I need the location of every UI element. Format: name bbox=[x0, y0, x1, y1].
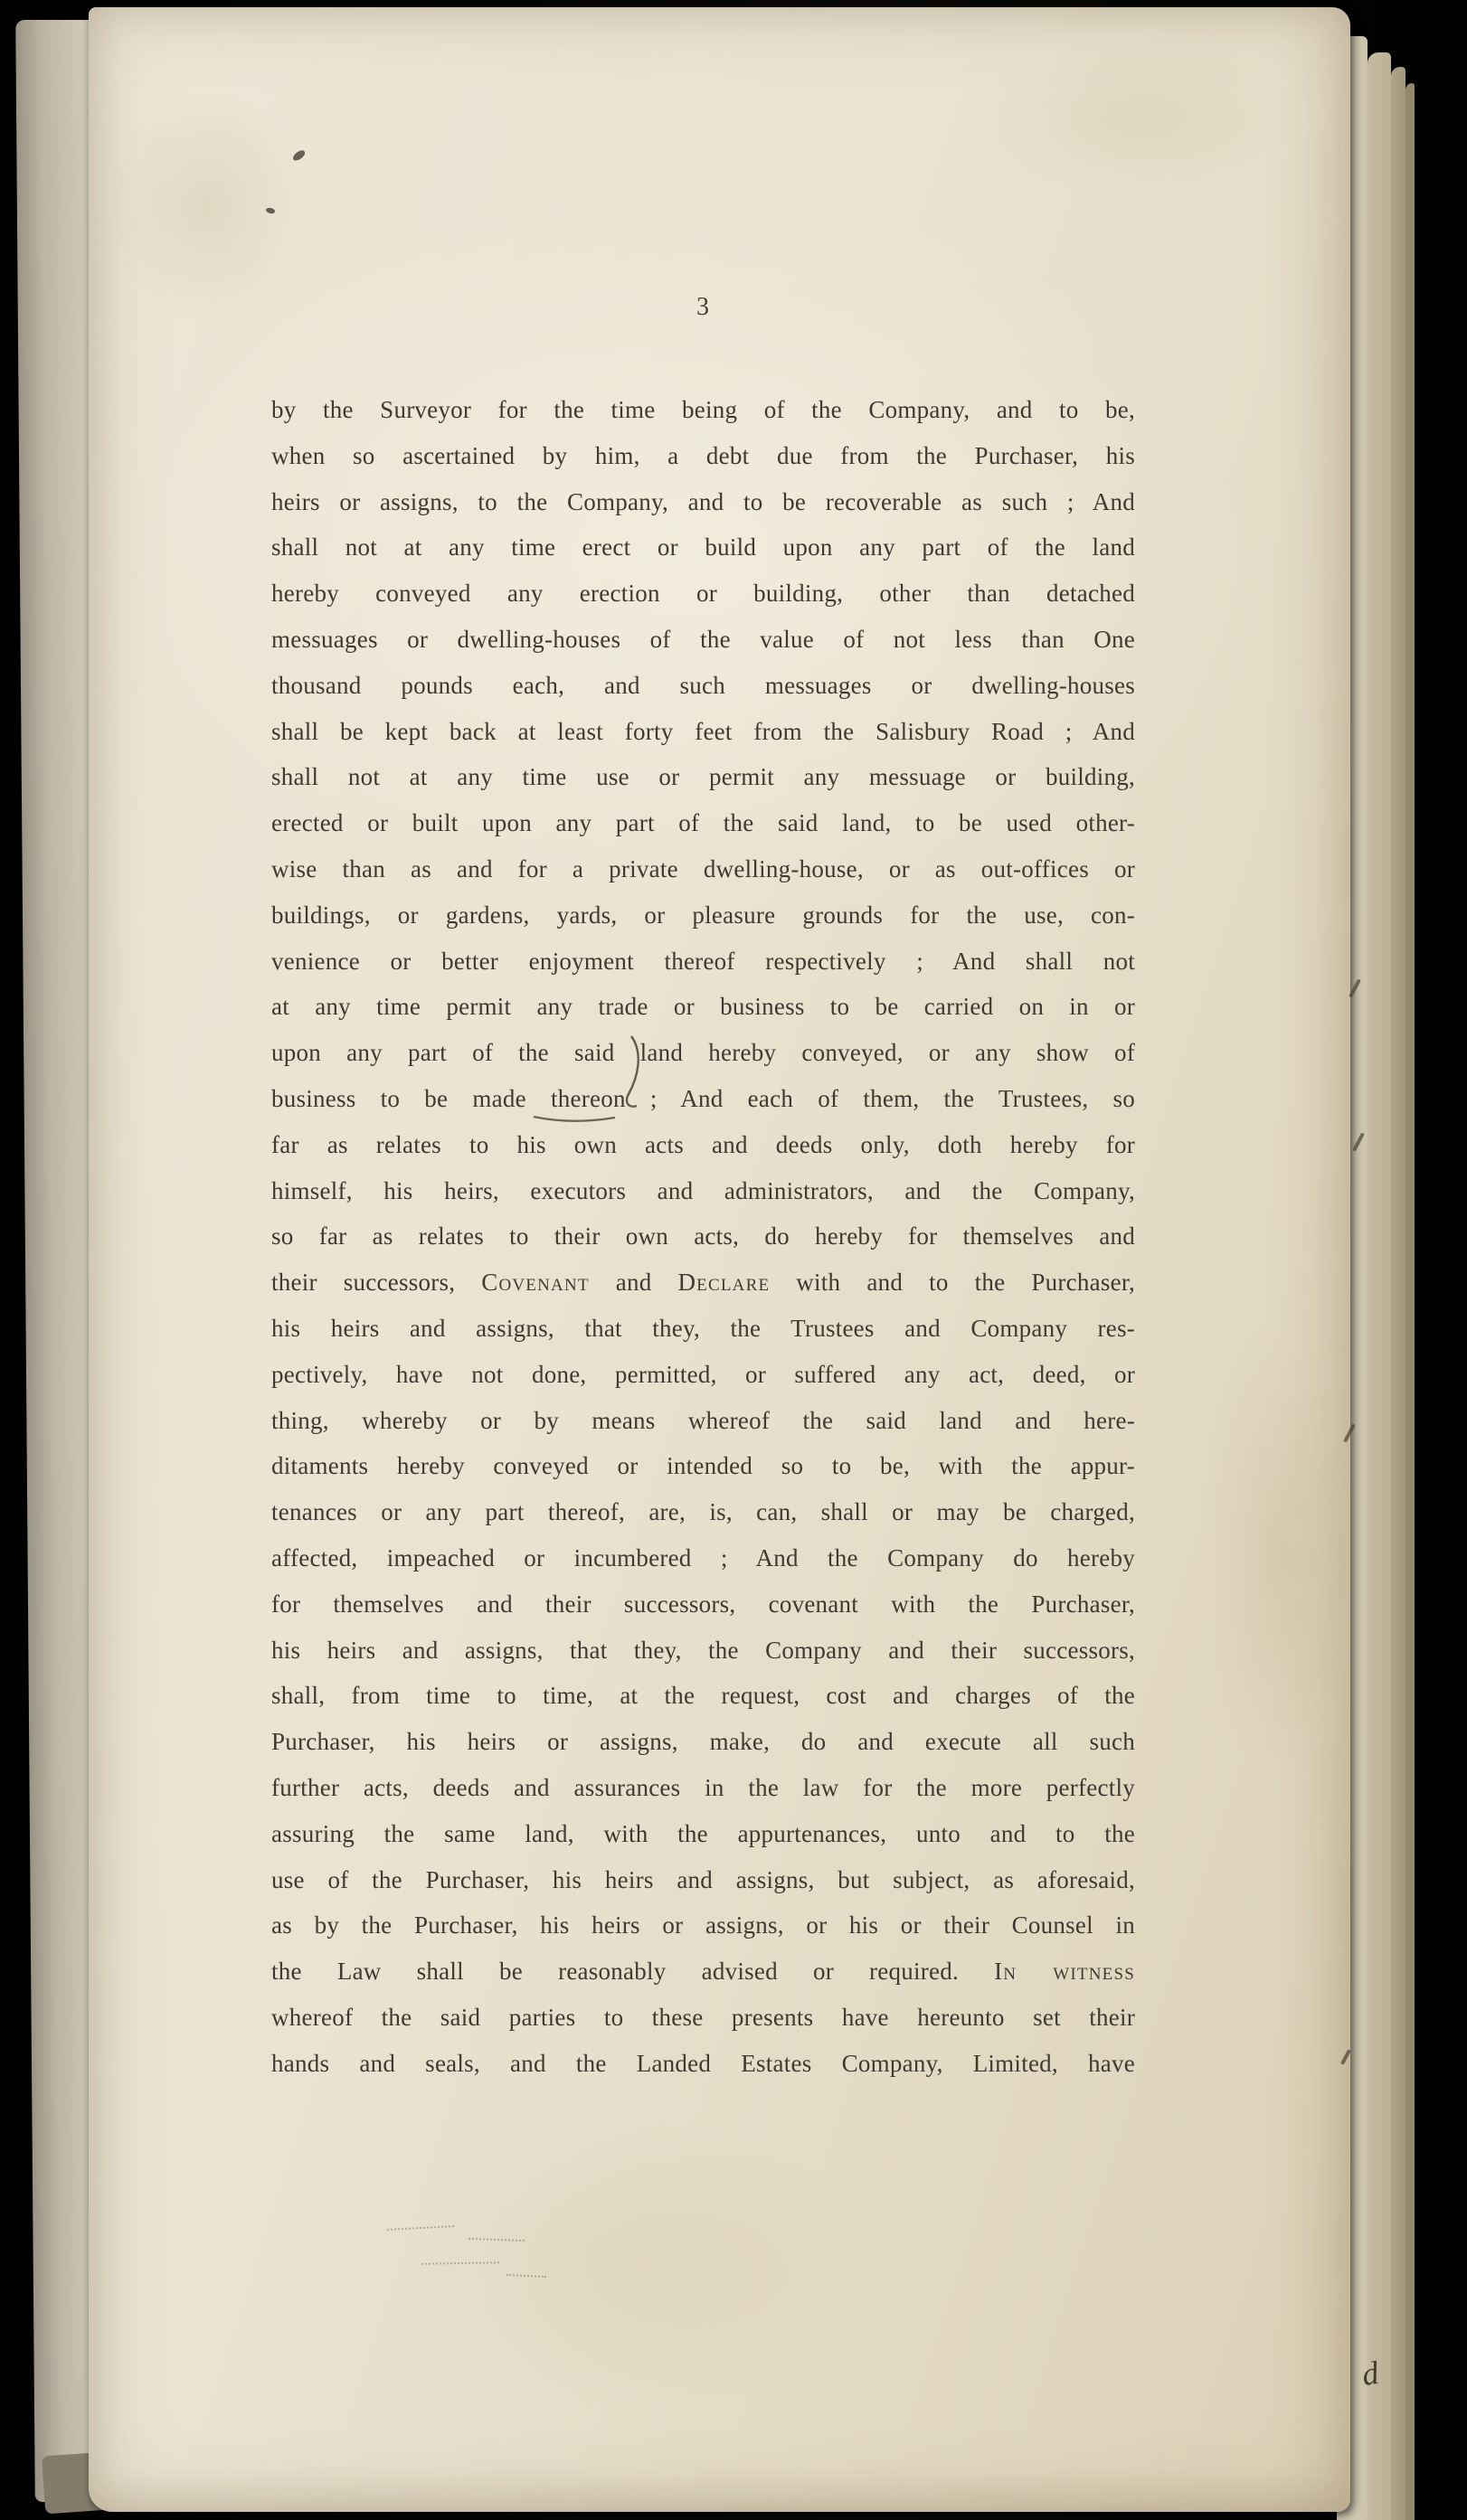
text-line bbox=[271, 1489, 1135, 1535]
text-line bbox=[271, 1260, 1135, 1306]
text-line bbox=[271, 1030, 1135, 1076]
faint-pencil-mark bbox=[506, 2274, 546, 2278]
book-fore-edge-strip bbox=[1368, 52, 1391, 2520]
text-segment: their successors, bbox=[271, 1269, 482, 1297]
text-segment: as by the Purchaser, his heirs or assigns, or his or their Counsel in bbox=[271, 1911, 1135, 1940]
faint-pencil-mark bbox=[468, 2238, 525, 2242]
text-segment: his heirs and assigns, that they, the Trustees and Company res- bbox=[271, 1314, 1135, 1342]
text-line bbox=[271, 1673, 1135, 1719]
text-line bbox=[271, 387, 1135, 433]
text-line bbox=[271, 1995, 1135, 2041]
text-line bbox=[271, 1398, 1135, 1444]
text-line bbox=[271, 663, 1135, 709]
small-caps-text-segment: Declare bbox=[677, 1269, 771, 1297]
book-fore-edge-strip bbox=[1405, 83, 1415, 2520]
text-line bbox=[271, 846, 1135, 892]
paper-stain bbox=[1201, 1318, 1355, 1789]
small-caps-text-segment: In witness bbox=[994, 1958, 1135, 1986]
text-segment: shall not at any time use or permit any messuage or building, bbox=[271, 763, 1135, 791]
text-line bbox=[271, 1857, 1135, 1903]
text-line bbox=[271, 1581, 1135, 1628]
text-line bbox=[271, 984, 1135, 1030]
text-segment: upon any part of the said land hereby conveyed, or any show of bbox=[271, 1039, 1135, 1067]
text-segment: his heirs and assigns, that they, the Company and their successors, bbox=[271, 1636, 1135, 1664]
text-segment: Purchaser, his heirs or assigns, make, do and execute all such bbox=[271, 1728, 1135, 1756]
text-segment: thousand pounds each, and such messuages or dwelling-houses bbox=[271, 671, 1135, 699]
text-line bbox=[271, 1535, 1135, 1581]
text-segment: business to be made thereon ; And each of them, the Trustees, so bbox=[271, 1084, 1135, 1112]
text-line bbox=[271, 1076, 1135, 1122]
paper-stain bbox=[107, 89, 306, 324]
text-line bbox=[271, 1168, 1135, 1214]
text-line bbox=[271, 1765, 1135, 1811]
text-segment: so far as relates to their own acts, do hereby for themselves and bbox=[271, 1222, 1135, 1251]
faint-pencil-mark bbox=[421, 2261, 499, 2265]
text-line bbox=[271, 571, 1135, 617]
text-line bbox=[271, 1352, 1135, 1398]
text-segment: messuages or dwelling-houses of the value of not less than One bbox=[271, 625, 1135, 653]
text-line bbox=[271, 939, 1135, 985]
text-segment: with and to the Purchaser, bbox=[770, 1269, 1135, 1297]
text-segment: whereof the said parties to these presents have hereunto set their bbox=[271, 2003, 1135, 2031]
text-segment: when so ascertained by him, a debt due from the Purchaser, his bbox=[271, 441, 1135, 469]
text-segment: hereby conveyed any erection or building, other than detached bbox=[271, 580, 1135, 608]
document-page bbox=[89, 7, 1350, 2512]
text-line bbox=[271, 754, 1135, 800]
text-line bbox=[271, 1902, 1135, 1949]
document-text bbox=[271, 387, 1135, 2086]
text-segment: far as relates to his own acts and deeds only, doth hereby for bbox=[271, 1130, 1135, 1158]
text-line bbox=[271, 524, 1135, 571]
text-segment: by the Surveyor for the time being of the Company, and to be, bbox=[271, 396, 1135, 423]
book-fore-edge-strip bbox=[1391, 67, 1405, 2520]
text-segment: the Law shall be reasonably advised or required. bbox=[271, 1958, 995, 1986]
text-segment: wise than as and for a private dwelling-house, or as out-offices or bbox=[271, 854, 1135, 882]
text-segment: shall not at any time erect or build upon any part of the land bbox=[271, 533, 1135, 562]
text-line bbox=[271, 709, 1135, 755]
text-segment: for themselves and their successors, covenant with the Purchaser, bbox=[271, 1590, 1135, 1618]
ink-speck bbox=[291, 149, 307, 163]
text-line bbox=[271, 1443, 1135, 1489]
text-line bbox=[271, 1213, 1135, 1260]
text-line bbox=[271, 1949, 1135, 1995]
text-segment: further acts, deeds and assurances in the law for the more perfectly bbox=[271, 1773, 1135, 1801]
text-line bbox=[271, 1628, 1135, 1674]
text-line bbox=[271, 433, 1135, 479]
text-segment: pectively, have not done, permitted, or suffered any act, deed, or bbox=[271, 1360, 1135, 1388]
text-line bbox=[271, 1122, 1135, 1168]
text-segment: thing, whereby or by means whereof the said land and here- bbox=[271, 1406, 1135, 1434]
text-segment: at any time permit any trade or business to be carried on in or bbox=[271, 993, 1135, 1021]
text-segment: heirs or assigns, to the Company, and to be recoverable as such ; And bbox=[271, 487, 1135, 515]
text-segment: shall, from time to time, at the request, cost and charges of the bbox=[271, 1682, 1135, 1710]
text-segment: erected or built upon any part of the said land, to be used other- bbox=[271, 809, 1135, 837]
ink-speck bbox=[265, 206, 275, 214]
text-segment: and bbox=[589, 1269, 678, 1297]
page-number: 3 bbox=[696, 293, 710, 321]
faint-pencil-mark bbox=[387, 2225, 454, 2231]
paper-stain bbox=[975, 34, 1301, 197]
text-segment: venience or better enjoyment thereof respectively ; And shall not bbox=[271, 947, 1135, 975]
text-segment: ditaments hereby conveyed or intended so to be, with the appur- bbox=[271, 1452, 1135, 1480]
text-line bbox=[271, 800, 1135, 846]
text-segment: use of the Purchaser, his heirs and assigns, but subject, as aforesaid, bbox=[271, 1865, 1135, 1893]
text-line bbox=[271, 1719, 1135, 1765]
small-caps-text-segment: Covenant bbox=[481, 1269, 590, 1297]
text-segment: himself, his heirs, executors and administrators, and the Company, bbox=[271, 1176, 1135, 1204]
handwritten-letter: d bbox=[1358, 2354, 1382, 2393]
text-line bbox=[271, 1306, 1135, 1352]
text-segment: assuring the same land, with the appurtenances, unto and to the bbox=[271, 1819, 1135, 1847]
text-line bbox=[271, 617, 1135, 663]
text-segment: tenances or any part thereof, are, is, can, shall or may be charged, bbox=[271, 1498, 1135, 1526]
text-segment: shall be kept back at least forty feet from the Salisbury Road ; And bbox=[271, 717, 1135, 745]
text-line bbox=[271, 892, 1135, 939]
text-line bbox=[271, 2041, 1135, 2087]
text-line bbox=[271, 1811, 1135, 1857]
text-line bbox=[271, 479, 1135, 525]
text-segment: affected, impeached or incumbered ; And the Company do hereby bbox=[271, 1543, 1135, 1571]
text-segment: hands and seals, and the Landed Estates Company, Limited, have bbox=[271, 2049, 1135, 2077]
text-segment: buildings, or gardens, yards, or pleasure grounds for the use, con- bbox=[271, 901, 1135, 929]
